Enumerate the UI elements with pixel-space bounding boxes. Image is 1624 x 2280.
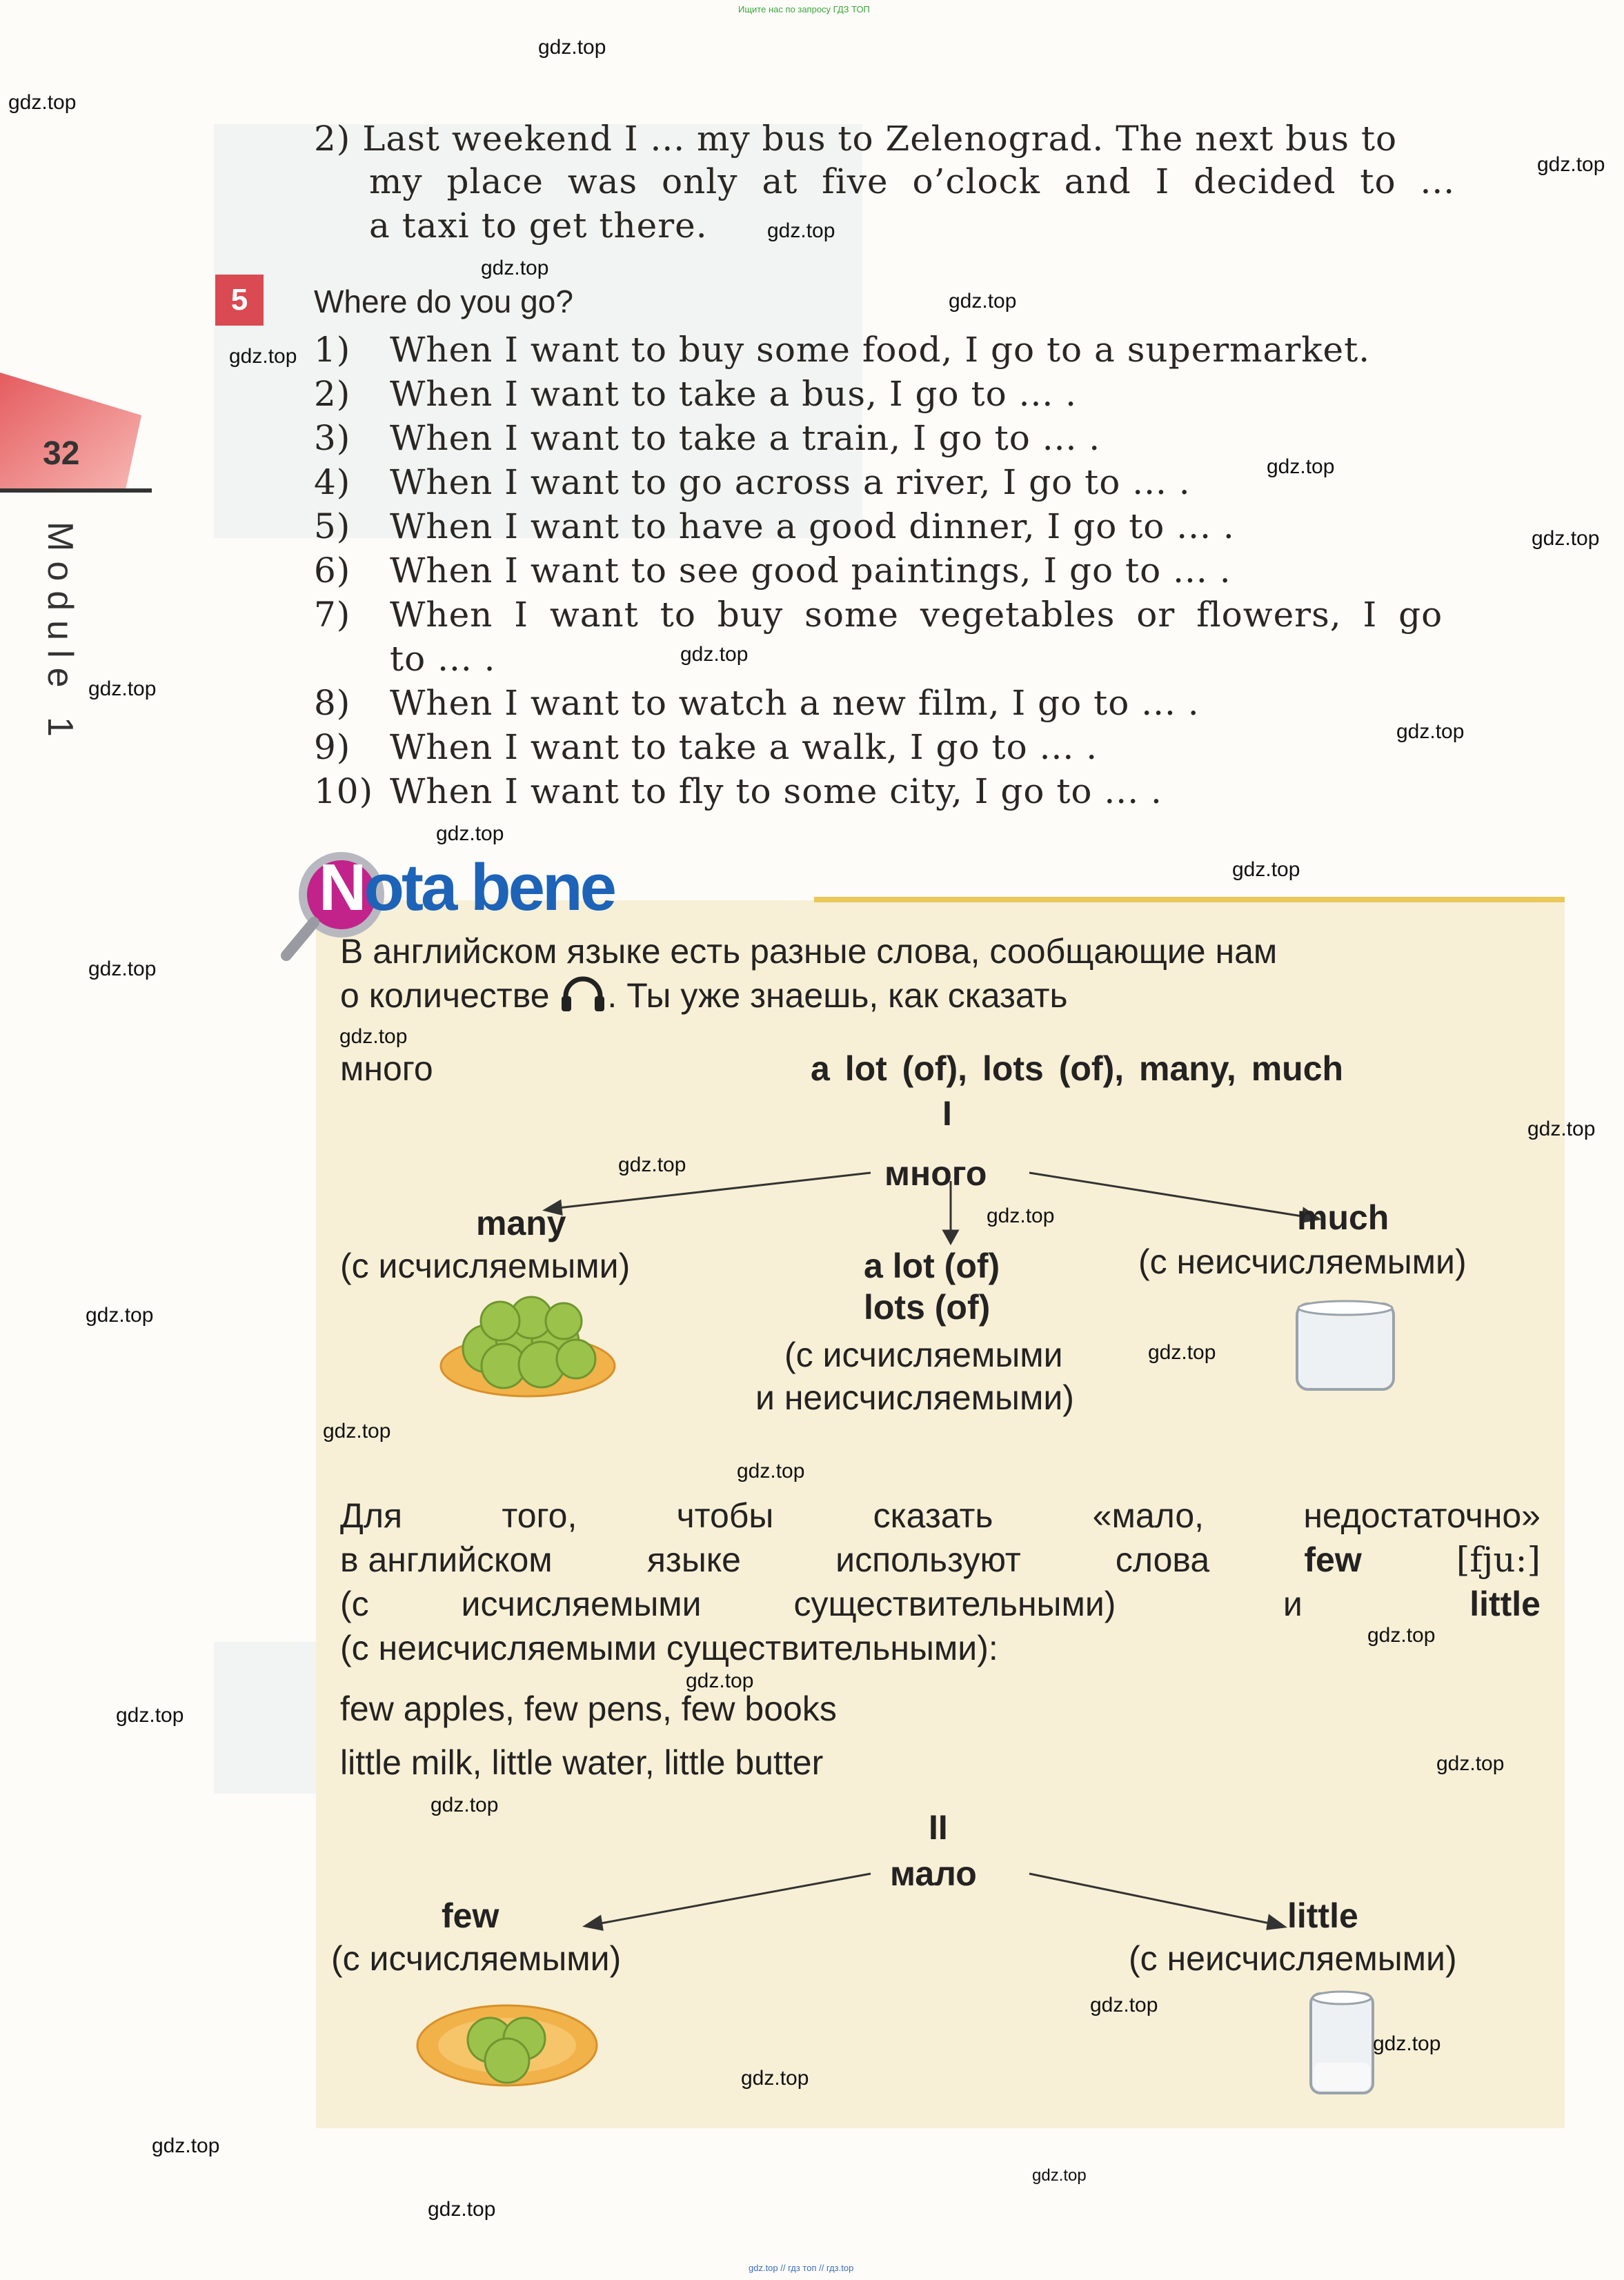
page-number: 32 — [43, 435, 80, 472]
item-number: 3) — [314, 418, 351, 458]
section-2-numeral: II — [929, 1808, 948, 1847]
para-word: чтобы — [676, 1496, 774, 1535]
watermark: gdz.top — [88, 677, 157, 700]
item-number: 7) — [314, 595, 351, 635]
section-1-numeral: I — [942, 1094, 952, 1133]
a-lot-note-1: (с исчисляемыми — [784, 1336, 1063, 1374]
many-label: many — [476, 1204, 566, 1242]
watermark: gdz.top — [481, 257, 549, 279]
few-note: (с исчисляемыми) — [331, 1939, 622, 1978]
watermark: gdz.top — [1090, 1994, 1158, 2016]
watermark: gdz.top — [1436, 1752, 1505, 1775]
item-number: 4) — [314, 462, 351, 502]
para-little: little — [1469, 1585, 1541, 1623]
watermark: gdz.top — [949, 290, 1017, 313]
item-number: 6) — [314, 551, 351, 591]
item-number: 5) — [314, 506, 351, 546]
much-label: much — [1297, 1198, 1389, 1237]
watermark: gdz.top — [428, 2198, 496, 2221]
few-label: few — [442, 1896, 499, 1935]
para-word: языке — [646, 1540, 741, 1579]
item-number: 10) — [314, 771, 374, 811]
lots-label: lots (of) — [864, 1288, 991, 1327]
para-word: недостаточно» — [1303, 1496, 1541, 1535]
intro-text-a: о количестве — [340, 976, 550, 1015]
logo-bene: bene — [471, 851, 615, 924]
item-number: 9) — [314, 727, 351, 767]
para-word: используют — [835, 1540, 1021, 1579]
much-note: (с неисчисляемыми) — [1138, 1242, 1467, 1281]
item-text: When I want to buy some vegetables or flowers, I go — [390, 595, 1443, 635]
item-text: When I want to see good paintings, I go to ... . — [390, 551, 1231, 591]
watermark: gdz.top — [1396, 720, 1465, 743]
item-text: to ... . — [390, 639, 496, 679]
watermark: gdz.top — [323, 1420, 391, 1443]
para-word: Для — [340, 1496, 403, 1535]
ex4-line-3: a taxi to get there. — [369, 206, 708, 246]
para-line-1 — [340, 1496, 1541, 1536]
watermark: gdz.top — [436, 822, 504, 845]
logo-letter-n: N — [319, 851, 364, 924]
example-countable: few apples, few pens, few books — [340, 1689, 837, 1728]
watermark: gdz.top — [1537, 153, 1605, 176]
watermark: gdz.top — [1267, 455, 1335, 478]
ex4-line-2: my place was only at five o’clock and I decided to ... — [369, 161, 1456, 201]
section-2-head: мало — [890, 1854, 977, 1893]
section-1-head: много — [884, 1154, 987, 1193]
watermark: gdz.top — [741, 2067, 809, 2090]
para-line-2 — [340, 1540, 1541, 1580]
module-label: Module 1 — [40, 522, 80, 746]
watermark: gdz.top — [430, 1794, 499, 1816]
example-uncountable: little milk, little water, little butter — [340, 1743, 824, 1782]
para-word: того, — [502, 1496, 577, 1535]
item-text: When I want to have a good dinner, I go to ... . — [390, 506, 1235, 546]
watermark: gdz.top — [339, 1025, 408, 1048]
item-text: When I want to fly to some city, I go to ... . — [390, 771, 1162, 811]
para-word: сказать — [873, 1496, 993, 1535]
watermark: gdz.top — [1527, 1118, 1596, 1140]
many-note: (с исчисляемыми) — [340, 1247, 631, 1285]
para-line-4: (с неисчисляемыми существительными): — [340, 1629, 998, 1667]
item-text: When I want to take a walk, I go to ... . — [390, 727, 1098, 767]
item-number: 2) — [314, 374, 351, 414]
watermark: gdz.top — [229, 345, 297, 368]
para-transcription: [fju:] — [1456, 1540, 1541, 1580]
watermark: gdz.top — [737, 1460, 805, 1483]
nb-intro-line-1: В английском языке есть разные слова, сообщающие нам — [340, 932, 1278, 971]
footer-note: gdz.top // гдз топ // гдз.top — [749, 2263, 854, 2273]
watermark: gdz.top — [1232, 858, 1300, 881]
item-number: 8) — [314, 683, 351, 723]
intro-text-b: . Ты уже знаешь, как сказать — [607, 976, 1068, 1015]
para-line-3 — [340, 1584, 1541, 1624]
watermark: gdz.top — [1032, 2166, 1087, 2185]
plate-of-apples-image — [438, 1283, 617, 1400]
item-text: When I want to watch a new film, I go to ... . — [390, 683, 1200, 723]
item-text: When I want to take a train, I go to ... . — [390, 418, 1101, 458]
watermark: gdz.top — [1148, 1341, 1216, 1364]
watermark: gdz.top — [1373, 2032, 1441, 2055]
item-number: 1) — [314, 330, 351, 370]
para-countable: (с исчисляемыми существительными) — [340, 1585, 1116, 1623]
para-word: «мало, — [1092, 1496, 1205, 1535]
para-and: и — [1283, 1585, 1303, 1623]
para-word: в английском — [340, 1540, 553, 1579]
watermark: gdz.top — [8, 91, 77, 114]
item-text: When I want to go across a river, I go to ... . — [390, 462, 1191, 502]
header-note: Ищите нас по запросу ГДЗ ТОП — [738, 4, 870, 14]
ex4-line-1: 2) Last weekend I ... my bus to Zelenograd. The next bus to — [314, 119, 1398, 159]
watermark: gdz.top — [152, 2134, 220, 2157]
exercise-number-badge: 5 — [215, 275, 264, 326]
watermark: gdz.top — [686, 1669, 754, 1692]
watermark: gdz.top — [538, 36, 606, 59]
watermark: gdz.top — [1532, 527, 1600, 550]
watermark: gdz.top — [88, 958, 157, 980]
item-text: When I want to buy some food, I go to a supermarket. — [390, 330, 1371, 370]
plate-few-apples-image — [414, 1997, 600, 2101]
watermark: gdz.top — [767, 219, 835, 242]
watermark: gdz.top — [680, 643, 749, 666]
watermark: gdz.top — [116, 1704, 184, 1727]
glass-of-milk-image — [1290, 1297, 1400, 1394]
watermark: gdz.top — [618, 1153, 686, 1176]
a-lot-label: a lot (of) — [864, 1247, 1000, 1285]
nb-intro-many-en: a lot (of), lots (of), many, much — [811, 1049, 1344, 1088]
small-glass-image — [1304, 1987, 1380, 2097]
watermark: gdz.top — [987, 1205, 1055, 1227]
watermark: gdz.top — [1367, 1624, 1436, 1647]
item-text: When I want to take a bus, I go to ... . — [390, 374, 1078, 414]
a-lot-note-2: и неисчисляемыми) — [755, 1378, 1074, 1417]
nb-intro-many-ru: много — [340, 1049, 433, 1088]
exercise-title: Where do you go? — [314, 284, 573, 319]
little-label: little — [1287, 1896, 1358, 1935]
watermark: gdz.top — [86, 1304, 154, 1327]
logo-rest: ota — [364, 851, 471, 924]
para-few: few — [1304, 1540, 1362, 1579]
para-word: слова — [1115, 1540, 1210, 1579]
little-note: (с неисчисляемыми) — [1129, 1939, 1457, 1978]
